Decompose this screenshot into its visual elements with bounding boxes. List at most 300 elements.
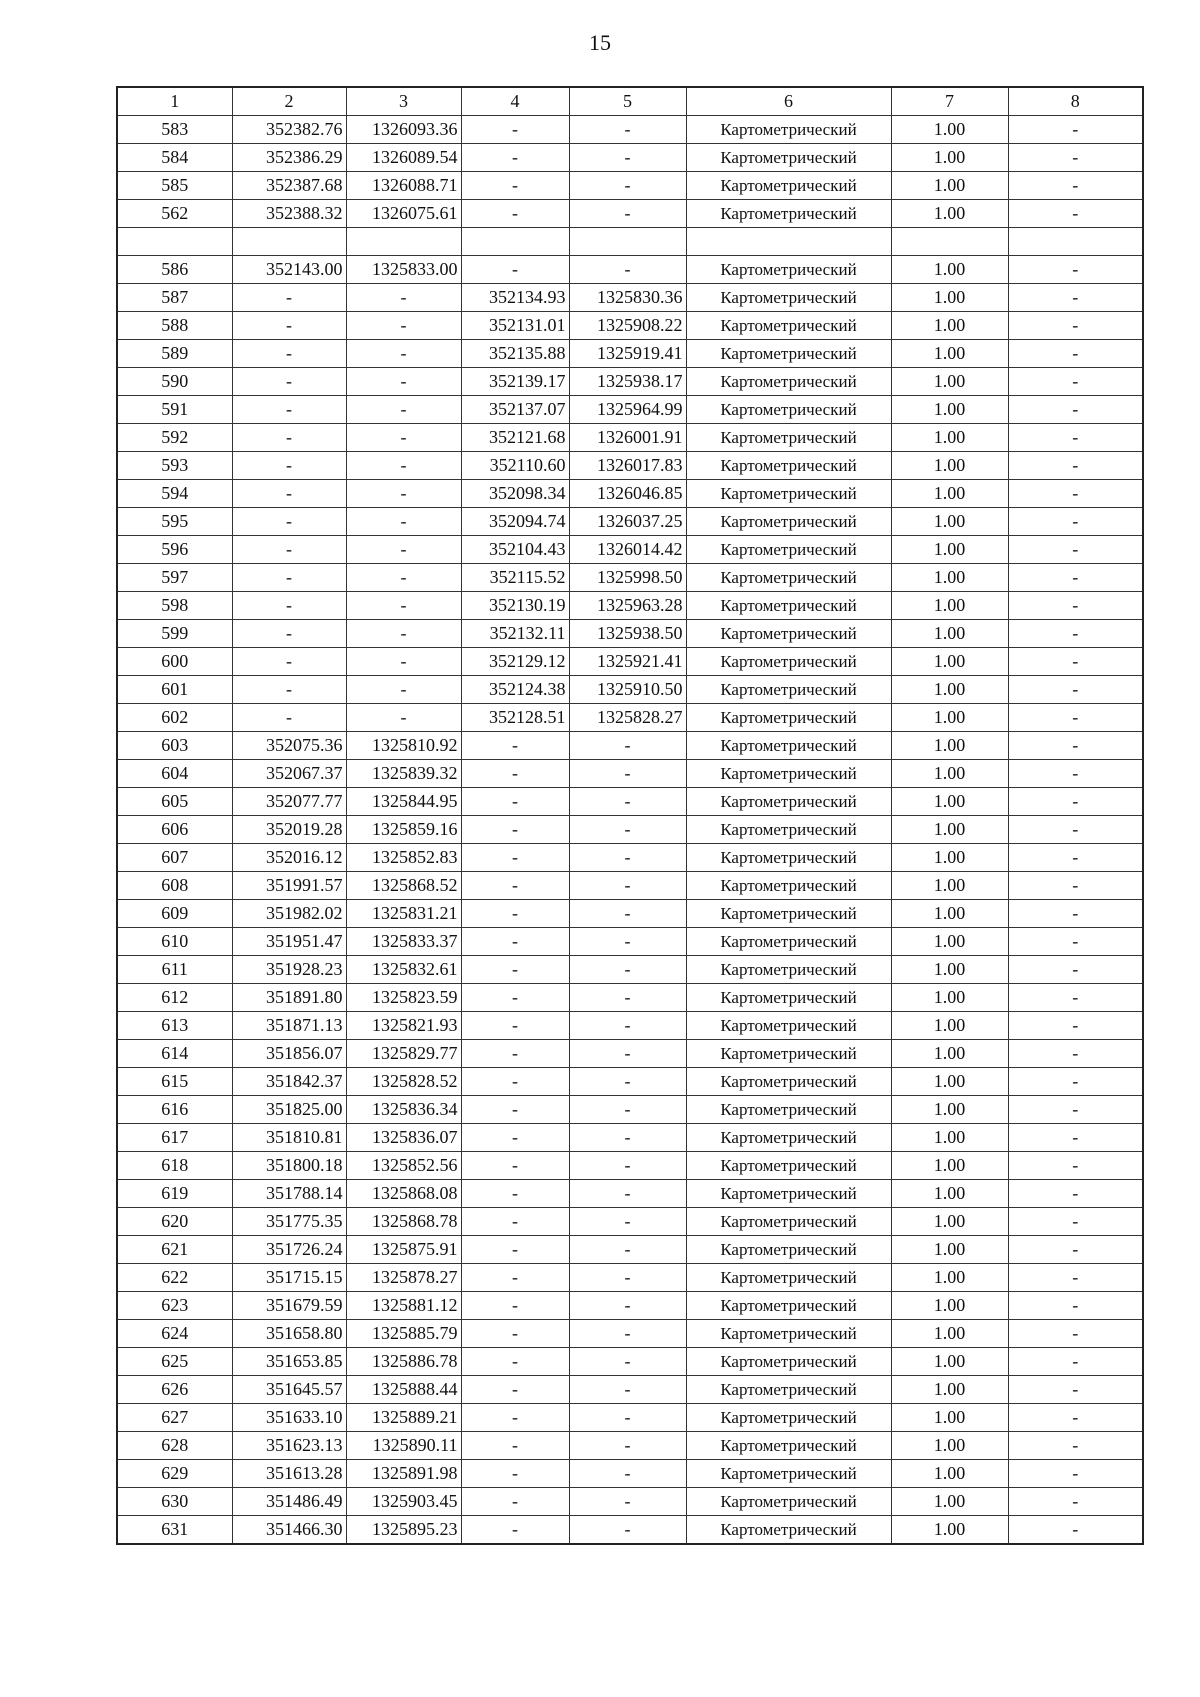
description-cell: -: [1008, 1096, 1143, 1124]
table-row: [117, 592, 1143, 620]
accuracy-cell: 1.00: [891, 620, 1008, 648]
y-new-cell: 1326046.85: [569, 480, 686, 508]
accuracy-cell: 1.00: [891, 872, 1008, 900]
y-new-cell: 1325921.41: [569, 648, 686, 676]
accuracy-cell: 1.00: [891, 1292, 1008, 1320]
table-row: [117, 1460, 1143, 1488]
x-new-cell: -: [461, 1320, 569, 1348]
point-number-cell: 583: [117, 116, 232, 144]
table-row: [117, 228, 1143, 256]
y-existing-cell: 1325868.08: [346, 1180, 461, 1208]
point-number-cell: 585: [117, 172, 232, 200]
y-existing-cell: -: [346, 424, 461, 452]
x-existing-cell: 351788.14: [232, 1180, 346, 1208]
y-new-cell: -: [569, 116, 686, 144]
x-new-cell: -: [461, 816, 569, 844]
description-cell: -: [1008, 1292, 1143, 1320]
point-number-cell: 594: [117, 480, 232, 508]
x-existing-cell: 352382.76: [232, 116, 346, 144]
column-header: 8: [1008, 87, 1143, 116]
x-new-cell: -: [461, 1432, 569, 1460]
x-existing-cell: 351951.47: [232, 928, 346, 956]
point-number-cell: 587: [117, 284, 232, 312]
point-number-cell: 610: [117, 928, 232, 956]
y-new-cell: -: [569, 1236, 686, 1264]
point-number-cell: 615: [117, 1068, 232, 1096]
y-existing-cell: 1325903.45: [346, 1488, 461, 1516]
y-new-cell: 1325919.41: [569, 340, 686, 368]
point-number-cell: 584: [117, 144, 232, 172]
description-cell: -: [1008, 1236, 1143, 1264]
table-row: [117, 1236, 1143, 1264]
y-new-cell: -: [569, 1376, 686, 1404]
accuracy-cell: 1.00: [891, 732, 1008, 760]
point-number-cell: [117, 228, 232, 256]
method-cell: Картометрический: [686, 1460, 891, 1488]
description-cell: -: [1008, 1152, 1143, 1180]
x-new-cell: 352124.38: [461, 676, 569, 704]
x-new-cell: -: [461, 760, 569, 788]
x-existing-cell: 351991.57: [232, 872, 346, 900]
point-number-cell: 628: [117, 1432, 232, 1460]
y-existing-cell: -: [346, 480, 461, 508]
description-cell: -: [1008, 452, 1143, 480]
x-new-cell: -: [461, 788, 569, 816]
method-cell: [686, 228, 891, 256]
table-row: [117, 984, 1143, 1012]
description-cell: [1008, 228, 1143, 256]
table-row: [117, 928, 1143, 956]
method-cell: Картометрический: [686, 788, 891, 816]
description-cell: -: [1008, 424, 1143, 452]
x-existing-cell: 351928.23: [232, 956, 346, 984]
y-new-cell: -: [569, 1292, 686, 1320]
method-cell: Картометрический: [686, 1040, 891, 1068]
accuracy-cell: 1.00: [891, 340, 1008, 368]
x-existing-cell: 351633.10: [232, 1404, 346, 1432]
y-new-cell: 1326001.91: [569, 424, 686, 452]
coordinates-table: [116, 86, 1144, 1545]
description-cell: -: [1008, 1264, 1143, 1292]
x-existing-cell: [232, 228, 346, 256]
description-cell: -: [1008, 312, 1143, 340]
description-cell: -: [1008, 396, 1143, 424]
table-row: [117, 1124, 1143, 1152]
point-number-cell: 614: [117, 1040, 232, 1068]
y-existing-cell: 1325888.44: [346, 1376, 461, 1404]
accuracy-cell: 1.00: [891, 1348, 1008, 1376]
x-new-cell: 352135.88: [461, 340, 569, 368]
accuracy-cell: [891, 228, 1008, 256]
description-cell: -: [1008, 368, 1143, 396]
y-existing-cell: -: [346, 340, 461, 368]
y-existing-cell: 1325821.93: [346, 1012, 461, 1040]
y-existing-cell: -: [346, 704, 461, 732]
method-cell: Картометрический: [686, 1068, 891, 1096]
y-existing-cell: 1325881.12: [346, 1292, 461, 1320]
y-existing-cell: 1326089.54: [346, 144, 461, 172]
column-header: 3: [346, 87, 461, 116]
y-new-cell: -: [569, 144, 686, 172]
column-header: 2: [232, 87, 346, 116]
table-row: [117, 368, 1143, 396]
y-new-cell: -: [569, 1348, 686, 1376]
y-existing-cell: 1325832.61: [346, 956, 461, 984]
accuracy-cell: 1.00: [891, 1320, 1008, 1348]
x-new-cell: 352132.11: [461, 620, 569, 648]
x-existing-cell: 351726.24: [232, 1236, 346, 1264]
y-existing-cell: 1325852.83: [346, 844, 461, 872]
accuracy-cell: 1.00: [891, 1012, 1008, 1040]
y-new-cell: -: [569, 872, 686, 900]
y-existing-cell: 1326093.36: [346, 116, 461, 144]
x-existing-cell: -: [232, 284, 346, 312]
y-existing-cell: -: [346, 536, 461, 564]
y-existing-cell: 1326088.71: [346, 172, 461, 200]
y-existing-cell: 1325844.95: [346, 788, 461, 816]
table-row: [117, 1376, 1143, 1404]
method-cell: Картометрический: [686, 1180, 891, 1208]
table-row: [117, 760, 1143, 788]
y-existing-cell: -: [346, 564, 461, 592]
x-existing-cell: 351653.85: [232, 1348, 346, 1376]
y-new-cell: -: [569, 1124, 686, 1152]
y-new-cell: 1325938.50: [569, 620, 686, 648]
method-cell: Картометрический: [686, 1292, 891, 1320]
x-existing-cell: 351856.07: [232, 1040, 346, 1068]
x-new-cell: -: [461, 1208, 569, 1236]
x-existing-cell: 351613.28: [232, 1460, 346, 1488]
table-row: [117, 1040, 1143, 1068]
x-existing-cell: -: [232, 480, 346, 508]
description-cell: -: [1008, 1488, 1143, 1516]
x-existing-cell: 351715.15: [232, 1264, 346, 1292]
accuracy-cell: 1.00: [891, 200, 1008, 228]
x-new-cell: 352139.17: [461, 368, 569, 396]
table-row: [117, 704, 1143, 732]
point-number-cell: 620: [117, 1208, 232, 1236]
accuracy-cell: 1.00: [891, 1236, 1008, 1264]
table-row: [117, 116, 1143, 144]
method-cell: Картометрический: [686, 620, 891, 648]
x-existing-cell: 352387.68: [232, 172, 346, 200]
y-existing-cell: 1325829.77: [346, 1040, 461, 1068]
x-new-cell: -: [461, 1488, 569, 1516]
method-cell: Картометрический: [686, 508, 891, 536]
method-cell: Картометрический: [686, 312, 891, 340]
y-existing-cell: 1325833.00: [346, 256, 461, 284]
description-cell: -: [1008, 284, 1143, 312]
x-new-cell: -: [461, 1012, 569, 1040]
x-existing-cell: 351982.02: [232, 900, 346, 928]
accuracy-cell: 1.00: [891, 144, 1008, 172]
description-cell: -: [1008, 704, 1143, 732]
x-new-cell: -: [461, 1096, 569, 1124]
method-cell: Картометрический: [686, 284, 891, 312]
description-cell: -: [1008, 984, 1143, 1012]
x-new-cell: -: [461, 1348, 569, 1376]
point-number-cell: 606: [117, 816, 232, 844]
y-existing-cell: 1325885.79: [346, 1320, 461, 1348]
y-existing-cell: [346, 228, 461, 256]
y-new-cell: -: [569, 1460, 686, 1488]
point-number-cell: 616: [117, 1096, 232, 1124]
x-new-cell: -: [461, 1460, 569, 1488]
x-existing-cell: 352388.32: [232, 200, 346, 228]
description-cell: -: [1008, 116, 1143, 144]
method-cell: Картометрический: [686, 956, 891, 984]
y-new-cell: 1326037.25: [569, 508, 686, 536]
table-row: [117, 648, 1143, 676]
accuracy-cell: 1.00: [891, 592, 1008, 620]
method-cell: Картометрический: [686, 536, 891, 564]
description-cell: -: [1008, 508, 1143, 536]
description-cell: -: [1008, 592, 1143, 620]
x-new-cell: -: [461, 1180, 569, 1208]
point-number-cell: 589: [117, 340, 232, 368]
y-existing-cell: -: [346, 312, 461, 340]
point-number-cell: 562: [117, 200, 232, 228]
x-existing-cell: 351775.35: [232, 1208, 346, 1236]
y-new-cell: 1325830.36: [569, 284, 686, 312]
point-number-cell: 599: [117, 620, 232, 648]
point-number-cell: 609: [117, 900, 232, 928]
y-existing-cell: 1325878.27: [346, 1264, 461, 1292]
column-header: 5: [569, 87, 686, 116]
x-existing-cell: 352067.37: [232, 760, 346, 788]
method-cell: Картометрический: [686, 452, 891, 480]
x-new-cell: -: [461, 844, 569, 872]
x-existing-cell: -: [232, 704, 346, 732]
table-row: [117, 676, 1143, 704]
point-number-cell: 630: [117, 1488, 232, 1516]
method-cell: Картометрический: [686, 928, 891, 956]
accuracy-cell: 1.00: [891, 536, 1008, 564]
description-cell: -: [1008, 200, 1143, 228]
y-new-cell: -: [569, 1068, 686, 1096]
x-existing-cell: 351486.49: [232, 1488, 346, 1516]
y-existing-cell: 1325828.52: [346, 1068, 461, 1096]
x-existing-cell: 351658.80: [232, 1320, 346, 1348]
y-new-cell: -: [569, 1096, 686, 1124]
accuracy-cell: 1.00: [891, 648, 1008, 676]
table-row: [117, 144, 1143, 172]
description-cell: -: [1008, 1348, 1143, 1376]
x-new-cell: [461, 228, 569, 256]
x-existing-cell: 352077.77: [232, 788, 346, 816]
table-row: [117, 536, 1143, 564]
point-number-cell: 626: [117, 1376, 232, 1404]
table-row: [117, 396, 1143, 424]
description-cell: -: [1008, 844, 1143, 872]
x-existing-cell: 351679.59: [232, 1292, 346, 1320]
table-row: [117, 732, 1143, 760]
method-cell: Картометрический: [686, 1376, 891, 1404]
x-new-cell: -: [461, 984, 569, 1012]
method-cell: Картометрический: [686, 1096, 891, 1124]
description-cell: -: [1008, 1460, 1143, 1488]
y-existing-cell: 1325839.32: [346, 760, 461, 788]
x-new-cell: -: [461, 872, 569, 900]
method-cell: Картометрический: [686, 592, 891, 620]
x-existing-cell: 352019.28: [232, 816, 346, 844]
point-number-cell: 591: [117, 396, 232, 424]
method-cell: Картометрический: [686, 1320, 891, 1348]
point-number-cell: 605: [117, 788, 232, 816]
description-cell: -: [1008, 620, 1143, 648]
y-existing-cell: -: [346, 396, 461, 424]
x-new-cell: 352134.93: [461, 284, 569, 312]
table-row: [117, 508, 1143, 536]
x-new-cell: -: [461, 1068, 569, 1096]
accuracy-cell: 1.00: [891, 452, 1008, 480]
accuracy-cell: 1.00: [891, 368, 1008, 396]
accuracy-cell: 1.00: [891, 984, 1008, 1012]
point-number-cell: 595: [117, 508, 232, 536]
y-new-cell: -: [569, 816, 686, 844]
description-cell: -: [1008, 340, 1143, 368]
method-cell: Картометрический: [686, 1404, 891, 1432]
x-new-cell: -: [461, 144, 569, 172]
table-row: [117, 1208, 1143, 1236]
y-existing-cell: -: [346, 452, 461, 480]
method-cell: Картометрический: [686, 340, 891, 368]
x-existing-cell: -: [232, 508, 346, 536]
y-new-cell: -: [569, 1180, 686, 1208]
method-cell: Картометрический: [686, 144, 891, 172]
x-existing-cell: 351825.00: [232, 1096, 346, 1124]
column-header: 7: [891, 87, 1008, 116]
accuracy-cell: 1.00: [891, 1264, 1008, 1292]
method-cell: Картометрический: [686, 1432, 891, 1460]
accuracy-cell: 1.00: [891, 1432, 1008, 1460]
y-new-cell: 1325998.50: [569, 564, 686, 592]
y-existing-cell: 1325889.21: [346, 1404, 461, 1432]
description-cell: -: [1008, 144, 1143, 172]
y-new-cell: -: [569, 928, 686, 956]
x-existing-cell: -: [232, 396, 346, 424]
x-existing-cell: 351466.30: [232, 1516, 346, 1545]
table-row: [117, 564, 1143, 592]
x-existing-cell: -: [232, 592, 346, 620]
x-existing-cell: -: [232, 676, 346, 704]
y-existing-cell: 1325891.98: [346, 1460, 461, 1488]
table-row: [117, 172, 1143, 200]
x-existing-cell: 351842.37: [232, 1068, 346, 1096]
description-cell: -: [1008, 536, 1143, 564]
y-new-cell: 1326014.42: [569, 536, 686, 564]
accuracy-cell: 1.00: [891, 1096, 1008, 1124]
description-cell: -: [1008, 1012, 1143, 1040]
table-row: [117, 1180, 1143, 1208]
table-row: [117, 788, 1143, 816]
point-number-cell: 619: [117, 1180, 232, 1208]
y-new-cell: 1325828.27: [569, 704, 686, 732]
x-new-cell: 352129.12: [461, 648, 569, 676]
x-existing-cell: 352016.12: [232, 844, 346, 872]
table-row: [117, 284, 1143, 312]
x-new-cell: -: [461, 956, 569, 984]
method-cell: Картометрический: [686, 1124, 891, 1152]
point-number-cell: 597: [117, 564, 232, 592]
accuracy-cell: 1.00: [891, 1180, 1008, 1208]
description-cell: -: [1008, 1040, 1143, 1068]
table-row: [117, 312, 1143, 340]
method-cell: Картометрический: [686, 1236, 891, 1264]
y-existing-cell: 1325868.78: [346, 1208, 461, 1236]
description-cell: -: [1008, 1208, 1143, 1236]
point-number-cell: 592: [117, 424, 232, 452]
method-cell: Картометрический: [686, 1208, 891, 1236]
x-new-cell: 352094.74: [461, 508, 569, 536]
table-row: [117, 1264, 1143, 1292]
column-header: 1: [117, 87, 232, 116]
accuracy-cell: 1.00: [891, 844, 1008, 872]
table-row: [117, 1068, 1143, 1096]
description-cell: -: [1008, 816, 1143, 844]
point-number-cell: 604: [117, 760, 232, 788]
y-new-cell: -: [569, 1208, 686, 1236]
y-new-cell: -: [569, 1012, 686, 1040]
description-cell: -: [1008, 172, 1143, 200]
method-cell: Картометрический: [686, 760, 891, 788]
y-existing-cell: -: [346, 676, 461, 704]
y-new-cell: -: [569, 984, 686, 1012]
x-existing-cell: 351891.80: [232, 984, 346, 1012]
x-existing-cell: 351800.18: [232, 1152, 346, 1180]
x-new-cell: -: [461, 1124, 569, 1152]
table-row: [117, 956, 1143, 984]
y-new-cell: -: [569, 788, 686, 816]
x-new-cell: -: [461, 1292, 569, 1320]
x-new-cell: -: [461, 172, 569, 200]
x-new-cell: -: [461, 1152, 569, 1180]
accuracy-cell: 1.00: [891, 508, 1008, 536]
y-new-cell: -: [569, 900, 686, 928]
point-number-cell: 590: [117, 368, 232, 396]
method-cell: Картометрический: [686, 648, 891, 676]
point-number-cell: 607: [117, 844, 232, 872]
accuracy-cell: 1.00: [891, 1124, 1008, 1152]
method-cell: Картометрический: [686, 368, 891, 396]
method-cell: Картометрический: [686, 1152, 891, 1180]
x-new-cell: 352121.68: [461, 424, 569, 452]
point-number-cell: 608: [117, 872, 232, 900]
table-row: [117, 1152, 1143, 1180]
table-row: [117, 900, 1143, 928]
method-cell: Картометрический: [686, 900, 891, 928]
point-number-cell: 593: [117, 452, 232, 480]
x-existing-cell: -: [232, 340, 346, 368]
accuracy-cell: 1.00: [891, 1068, 1008, 1096]
description-cell: -: [1008, 676, 1143, 704]
x-new-cell: 352137.07: [461, 396, 569, 424]
accuracy-cell: 1.00: [891, 676, 1008, 704]
accuracy-cell: 1.00: [891, 284, 1008, 312]
description-cell: -: [1008, 564, 1143, 592]
description-cell: -: [1008, 1432, 1143, 1460]
point-number-cell: 596: [117, 536, 232, 564]
y-existing-cell: 1325810.92: [346, 732, 461, 760]
x-new-cell: 352131.01: [461, 312, 569, 340]
point-number-cell: 629: [117, 1460, 232, 1488]
point-number-cell: 588: [117, 312, 232, 340]
y-existing-cell: 1325895.23: [346, 1516, 461, 1545]
method-cell: Картометрический: [686, 116, 891, 144]
description-cell: -: [1008, 648, 1143, 676]
description-cell: -: [1008, 1068, 1143, 1096]
x-existing-cell: 352143.00: [232, 256, 346, 284]
